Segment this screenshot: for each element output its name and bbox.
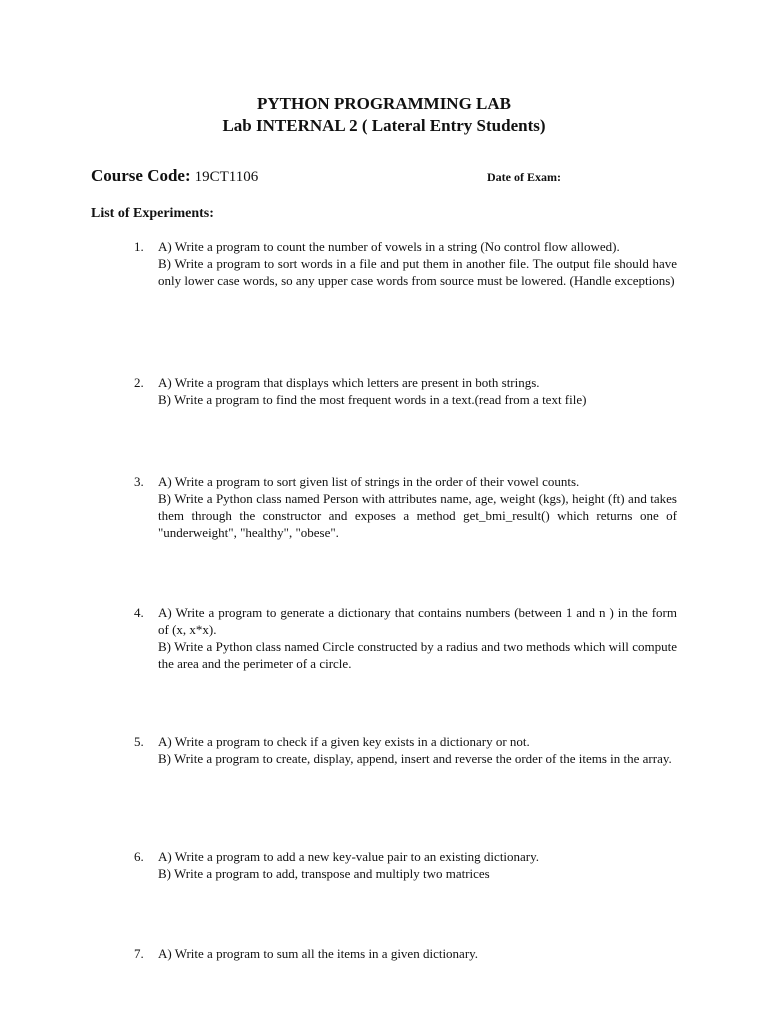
experiment-number: 4. — [134, 605, 144, 620]
experiment-part-b: B) Write a program to add, transpose and multiply two matrices — [158, 866, 490, 881]
experiment-number: 6. — [134, 849, 144, 864]
experiment-number: 7. — [134, 946, 144, 961]
experiment-text — [158, 848, 677, 882]
experiment-number: 3. — [134, 474, 144, 489]
experiment-text — [158, 374, 677, 408]
exam-date-label: Date of Exam: — [487, 170, 561, 184]
experiment-part-b: B) Write a program to find the most frequent words in a text.(read from a text file) — [158, 392, 587, 407]
experiment-part-b: B) Write a program to create, display, append, insert and reverse the order of the items in the array. — [158, 751, 672, 766]
experiment-text — [158, 604, 677, 672]
experiment-part-b: B) Write a Python class named Person with attributes name, age, weight (kgs), height (ft) and takes them through the constructor and exposes a method get_bmi_result() which returns one of "underweight", "healthy", "obese". — [158, 491, 677, 540]
experiment-text — [158, 238, 677, 289]
experiment-text — [158, 945, 677, 962]
course-code — [91, 166, 258, 186]
experiment-part-a: A) Write a program to count the number of vowels in a string (No control flow allowed). — [158, 239, 620, 254]
experiment-number: 1. — [134, 239, 144, 254]
experiment-text — [158, 733, 677, 767]
document-title: PYTHON PROGRAMMING LAB — [256, 94, 512, 113]
experiment-part-a: A) Write a program to check if a given key exists in a dictionary or not. — [158, 734, 530, 749]
document-subtitle: Lab INTERNAL 2 ( Lateral Entry Students) — [222, 116, 546, 135]
experiment-part-b: B) Write a Python class named Circle constructed by a radius and two methods which will compute the area and the perimeter of a circle. — [158, 639, 677, 671]
experiment-number: 2. — [134, 375, 144, 390]
experiment-part-a: A) Write a program to add a new key-value pair to an existing dictionary. — [158, 849, 540, 864]
experiment-part-a: A) Write a program to generate a dictionary that contains numbers (between 1 and n ) in the form of (x, x*x). — [158, 605, 677, 637]
course-code-label: Course Code: — [91, 166, 191, 185]
course-code-value: 19CT1106 — [194, 169, 259, 185]
experiment-part-a: A) Write a program to sort given list of strings in the order of their vowel counts. — [158, 474, 580, 489]
experiments-heading: List of Experiments: — [91, 206, 214, 221]
experiment-part-b: B) Write a program to sort words in a file and put them in another file. The output file should have only lower case words, so any upper case words from source must be lowered. (Handle exceptions) — [158, 256, 677, 288]
experiment-text — [158, 473, 677, 541]
experiment-number: 5. — [134, 734, 144, 749]
experiment-part-a: A) Write a program to sum all the items in a given dictionary. — [158, 946, 479, 961]
experiment-part-a: A) Write a program that displays which letters are present in both strings. — [158, 375, 540, 390]
